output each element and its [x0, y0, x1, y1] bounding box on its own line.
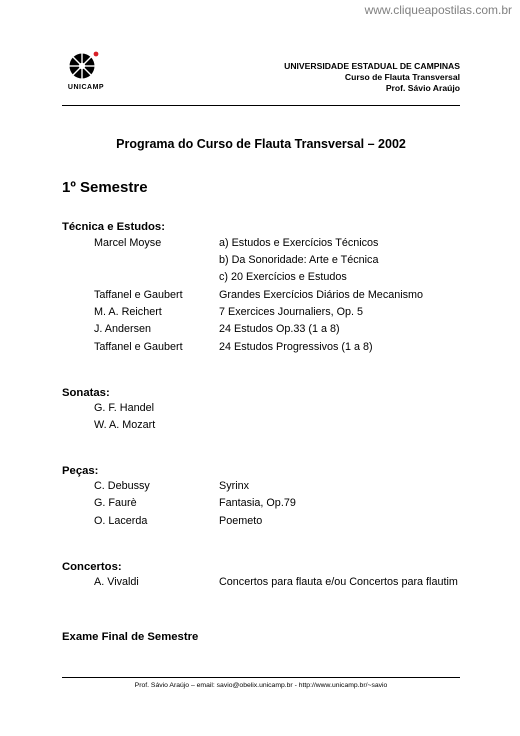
composer: A. Vivaldi: [94, 576, 139, 588]
professor-name: Prof. Sávio Araújo: [385, 83, 460, 93]
list-item: [0, 419, 520, 436]
list-item: [0, 306, 520, 323]
course-name: Curso de Flauta Transversal: [344, 72, 460, 82]
composer: O. Lacerda: [94, 515, 148, 527]
work: Syrinx: [219, 480, 249, 492]
list-item: [0, 254, 520, 271]
list-item: [0, 515, 520, 532]
composer: W. A. Mozart: [94, 419, 156, 431]
list-item: [0, 402, 520, 419]
footer-divider: [62, 677, 460, 678]
section-heading-pecas: Peças:: [62, 465, 99, 477]
composer: J. Andersen: [94, 323, 152, 335]
list-item: [0, 323, 520, 340]
list-item: [0, 289, 520, 306]
list-item: [0, 576, 520, 593]
composer: Taffanel e Gaubert: [94, 341, 183, 353]
work: 24 Estudos Op.33 (1 a 8): [219, 323, 340, 335]
composer: C. Debussy: [94, 480, 150, 492]
section-heading-tecnica: Técnica e Estudos:: [62, 221, 165, 233]
work: Grandes Exercícios Diários de Mecanismo: [219, 289, 424, 301]
institution-block: [284, 61, 460, 94]
watermark-text: www.cliqueapostilas.com.br: [364, 3, 512, 17]
work: b) Da Sonoridade: Arte e Técnica: [219, 254, 379, 266]
section-heading-sonatas: Sonatas:: [62, 387, 110, 399]
section-heading-concertos: Concertos:: [62, 561, 122, 573]
document-title: Programa do Curso de Flauta Transversal – 2002: [116, 137, 406, 151]
university-name: UNIVERSIDADE ESTADUAL DE CAMPINAS: [284, 61, 460, 71]
list-item: [0, 480, 520, 497]
work: a) Estudos e Exercícios Técnicos: [219, 237, 379, 249]
composer: G. F. Handel: [94, 402, 155, 414]
work: c) 20 Exercícios e Estudos: [219, 271, 347, 283]
logo-caption: UNICAMP: [67, 84, 105, 91]
work: Poemeto: [219, 515, 263, 527]
work: Fantasia, Op.79: [219, 497, 296, 509]
semester-heading: 1º Semestre: [62, 179, 148, 196]
composer: Taffanel e Gaubert: [94, 289, 183, 301]
work: 7 Exercices Journaliers, Op. 5: [219, 306, 364, 318]
list-item: [0, 271, 520, 288]
work: Concertos para flauta e/ou Concertos para flautim: [219, 576, 458, 588]
list-item: [0, 497, 520, 514]
composer: Marcel Moyse: [94, 237, 162, 249]
section-heading-exame: Exame Final de Semestre: [62, 631, 199, 643]
work: 24 Estudos Progressivos (1 a 8): [219, 341, 373, 353]
list-item: [0, 237, 520, 254]
page-footer: Prof. Sávio Araújo – email: savio@obelix.unicamp.br - http://www.unicamp.br/~savio: [134, 682, 388, 689]
composer: G. Faurè: [94, 497, 137, 509]
list-item: [0, 341, 520, 358]
composer: M. A. Reichert: [94, 306, 162, 318]
header-divider: [62, 105, 460, 106]
